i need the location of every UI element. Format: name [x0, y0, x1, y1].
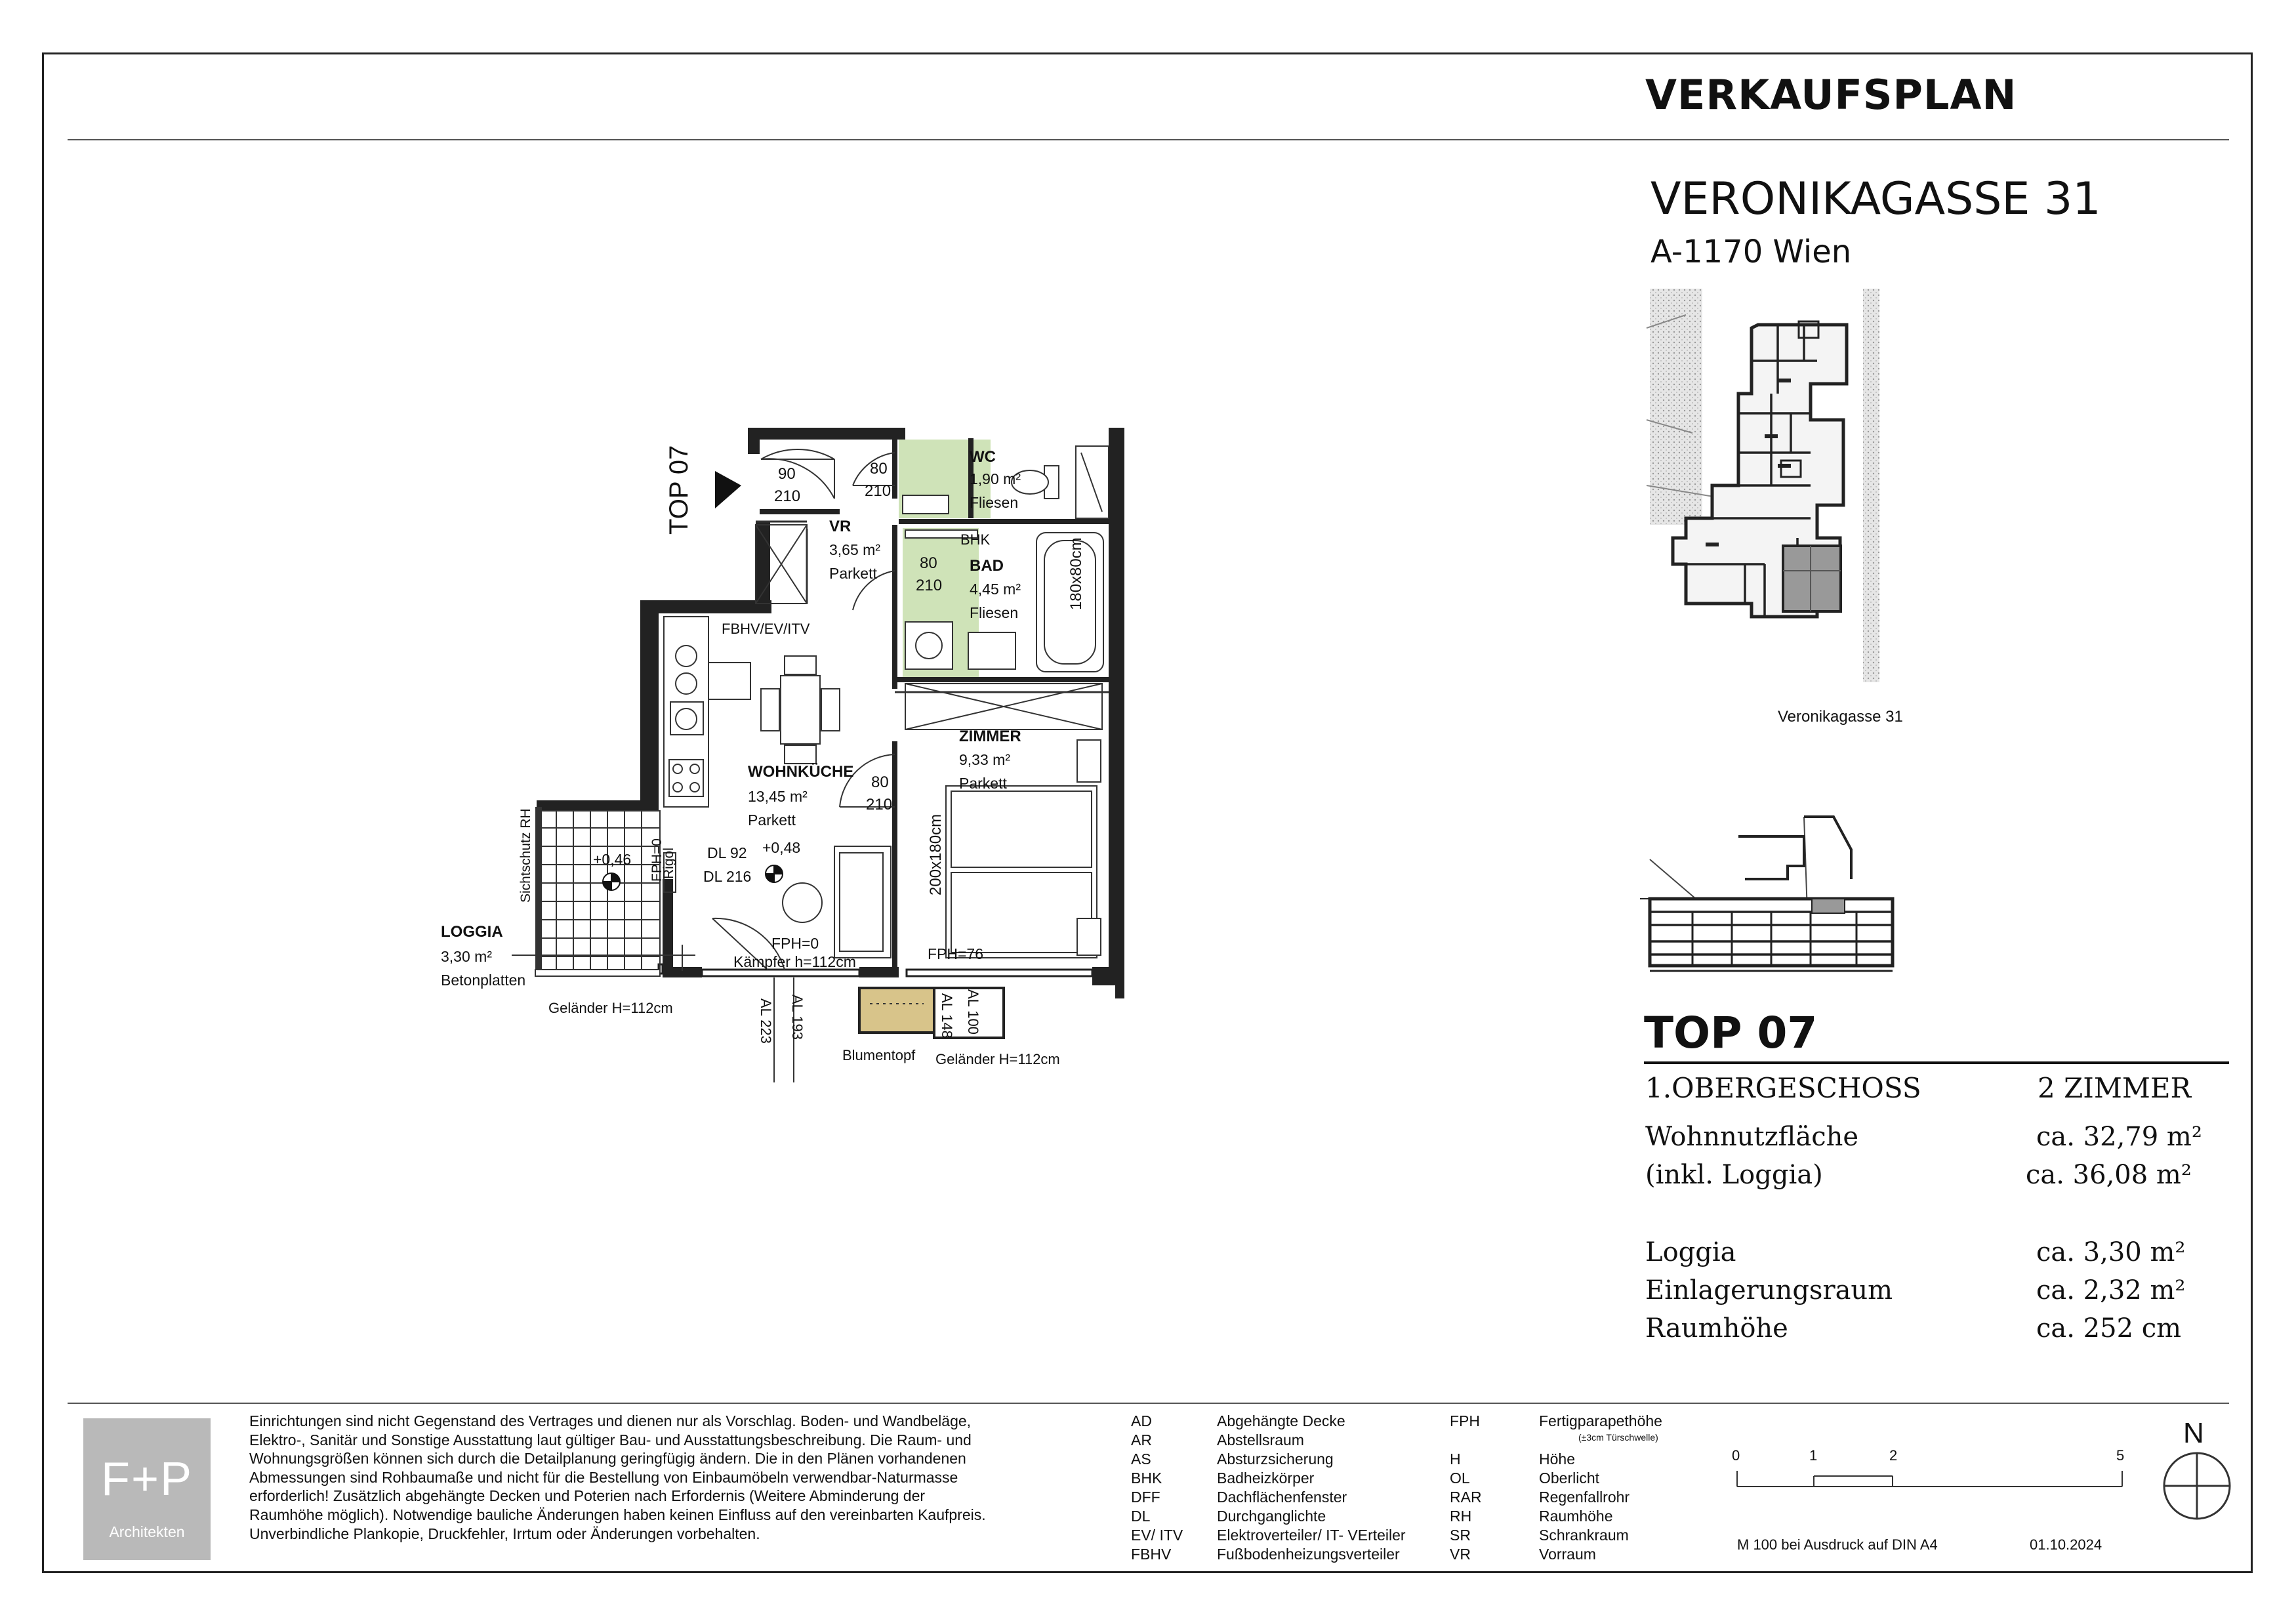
area-incl-label: (inkl. Loggia) [1645, 1160, 1823, 1190]
legend-text: Fußbodenheizungsverteiler [1217, 1546, 1400, 1563]
north-arrow-icon [2161, 1450, 2233, 1522]
room-height-value: ca. 252 cm [2036, 1313, 2182, 1344]
legend-text: Dachflächenfenster [1217, 1489, 1347, 1506]
area-incl-value: ca. 36,08 m² [2026, 1160, 2192, 1190]
wall [537, 800, 659, 811]
loggia-value: ca. 3,30 m² [2036, 1237, 2186, 1267]
legend-text: Badheizkörper [1217, 1469, 1315, 1487]
legend-text-note: (±3cm Türschwelle) [1578, 1432, 1658, 1443]
legend-abbr [1450, 1431, 1482, 1450]
legend-text: Höhe [1539, 1450, 1575, 1468]
bathtub-size: 180x80cm [1067, 537, 1085, 610]
footer-rule [68, 1403, 2229, 1404]
legend-abbr: FBHV [1131, 1546, 1172, 1563]
disclaimer-text: Einrichtungen sind nicht Gegenstand des Vertrages und dienen nur als Vorschlag. Boden- und Wandbeläge, Elektro-, Sanitär und Sonstige Ausstattung laut gültiger Bau- und Ausstattungsbeschreibung. Die Raum- und Wohnungsgrößen können sich durch die Detailplanung geringfügig ändern. Die in den Plänen vorhandenen Abmessungen sind Rohbaumaße und nicht für die Bestellung von Einbaumöbeln verwendbar-Naturmasse erforderlich! Zusätzlich abgehängte Decken und Poterien nach Erfordernis (Weitere Abminderung der Raumhöhe möglich). Notwendige bauliche Änderungen haben keinen Einfluss auf den vereinbarten Kaufpreis. Unverbindliche Plankopie, Druckfehler, Irrtum oder Änderungen vorbehalten. [249, 1412, 986, 1542]
room-wohnkueche-floor: Parkett [748, 812, 796, 829]
legend-abbr: DFF [1131, 1489, 1160, 1506]
level-marker-living [766, 865, 783, 882]
logo-subtitle: Architekten [109, 1523, 185, 1540]
level-loggia: +0,46 [593, 851, 632, 868]
door-wc-width: 80 [870, 460, 888, 478]
room-wc-name: WC [970, 448, 996, 466]
room-wc-area: 1,90 m² [970, 470, 1021, 487]
wall [640, 600, 659, 804]
document-title: VERKAUFSPLAN [1645, 71, 2017, 119]
fph0-label: FPH=0 [771, 935, 819, 952]
legend-abbr: RH [1450, 1508, 1472, 1525]
legend-abbr: EV/ ITV [1131, 1527, 1183, 1544]
legend-text: Elektroverteiler/ IT- VErteiler [1217, 1527, 1406, 1544]
legend-abbr: BHK [1131, 1469, 1162, 1487]
legend-text: Vorraum [1539, 1546, 1596, 1563]
room-loggia-name: LOGGIA [441, 923, 503, 941]
unit-title-rule [1644, 1061, 2229, 1064]
legend-text-col-a [1217, 1412, 1406, 1564]
legend-text-col-b [1539, 1412, 1662, 1564]
planter [859, 988, 934, 1033]
legend-text: Abstellsraum [1217, 1431, 1304, 1448]
door-entry-width: 90 [778, 465, 796, 483]
bed-size: 200x180cm [927, 813, 945, 895]
legend-text: Abgehängte Decke [1217, 1412, 1345, 1429]
room-wohnkueche-area: 13,45 m² [748, 788, 808, 805]
legend-abbr: AD [1131, 1412, 1152, 1429]
door-bad-height: 210 [916, 577, 943, 594]
wall [1092, 967, 1118, 985]
gelaender-window: Geländer H=112cm [935, 1051, 1060, 1067]
scale-tick-1: 1 [1809, 1447, 1818, 1464]
room-height-label: Raumhöhe [1645, 1313, 1788, 1344]
legend-abbr-col-b [1450, 1412, 1482, 1564]
room-bad-name: BAD [970, 557, 1004, 575]
legend-abbr: DL [1131, 1508, 1151, 1525]
al148-label: AL 148 [939, 993, 955, 1038]
legend-abbr: SR [1450, 1527, 1471, 1544]
north-label: N [2183, 1417, 2204, 1449]
unit-title: TOP 07 [1644, 1008, 1818, 1058]
storage-value: ca. 2,32 m² [2036, 1275, 2186, 1305]
logo-mark: F+P [100, 1453, 194, 1506]
wall [1115, 428, 1124, 998]
fbhv-label: FBHV/EV/ITV [722, 621, 810, 637]
room-vr-area: 3,65 m² [829, 541, 880, 558]
room-loggia-floor: Betonplatten [441, 972, 526, 989]
room-wc-floor: Fliesen [970, 494, 1019, 511]
blumentopf-label: Blumentopf [842, 1047, 916, 1063]
bhk-label: BHK [960, 531, 991, 548]
legend-abbr: AS [1131, 1450, 1151, 1468]
room-wohnkueche-name: WOHNKÜCHE [748, 763, 854, 781]
room-bad-area: 4,45 m² [970, 581, 1021, 598]
building-section [1640, 813, 1909, 977]
room-vr-floor: Parkett [829, 565, 877, 582]
level-marker-loggia [603, 873, 620, 890]
sichtschutz-label: Sichtschutz RH [518, 808, 533, 903]
rigol-label: Rigol [661, 848, 676, 879]
door-bad-width: 80 [920, 554, 937, 572]
street-address: VERONIKAGASSE 31 [1650, 173, 2101, 225]
legend-text: Fertigparapethöhe [1539, 1412, 1662, 1429]
fph76-label: FPH=76 [928, 945, 984, 962]
storage-label: Einlagerungsraum [1645, 1275, 1893, 1305]
unit-rooms: 2 ZIMMER [2038, 1072, 2192, 1104]
header-rule [68, 139, 2229, 140]
scale-bar [1732, 1467, 2125, 1493]
al223-label: AL 223 [758, 998, 774, 1044]
floor-plan [420, 420, 1155, 1096]
door-wc-height: 210 [865, 482, 892, 500]
legend-abbr: RAR [1450, 1489, 1482, 1506]
kaempfer-label: Kämpfer h=112cm [733, 953, 856, 970]
legend-text: Oberlicht [1539, 1469, 1600, 1487]
scale-note: M 100 bei Ausdruck auf DIN A4 [1737, 1536, 1938, 1553]
wall [748, 428, 905, 440]
room-zimmer-name: ZIMMER [959, 728, 1021, 745]
plan-date: 01.10.2024 [2030, 1536, 2102, 1553]
site-plan-label: Veronikagasse 31 [1778, 708, 1903, 726]
architect-logo [83, 1418, 211, 1560]
al193-label: AL 193 [789, 995, 806, 1040]
legend-text: Regenfallrohr [1539, 1489, 1630, 1506]
loggia-label: Loggia [1645, 1237, 1736, 1267]
al100-label: AL 100 [965, 989, 981, 1035]
legend-abbr-col-a [1131, 1412, 1183, 1564]
legend-text: Raumhöhe [1539, 1508, 1613, 1525]
room-zimmer-area: 9,33 m² [959, 751, 1010, 768]
level-living: +0,48 [762, 839, 801, 856]
door-zimmer-height: 210 [866, 796, 893, 813]
legend-abbr: AR [1131, 1431, 1152, 1448]
legend-abbr: H [1450, 1450, 1461, 1468]
dl92-label: DL 92 [707, 844, 747, 861]
legend-abbr: VR [1450, 1546, 1471, 1563]
legend-text: Schrankraum [1539, 1527, 1629, 1544]
scale-tick-5: 5 [2116, 1447, 2125, 1464]
room-vr-name: VR [829, 518, 851, 535]
wall [663, 879, 673, 977]
scale-tick-2: 2 [1889, 1447, 1898, 1464]
dl216-label: DL 216 [703, 868, 752, 885]
area-value: ca. 32,79 m² [2036, 1122, 2202, 1152]
legend-text: Absturzsicherung [1217, 1450, 1334, 1468]
door-entry-height: 210 [774, 487, 801, 505]
legend-abbr: FPH [1450, 1412, 1480, 1429]
gelaender-loggia: Geländer H=112cm [548, 1000, 673, 1016]
entry-arrow [715, 471, 741, 508]
wall [640, 600, 771, 613]
fph0-vertical: FPH=0 [649, 838, 665, 882]
site-plan [1647, 289, 1903, 735]
room-bad-floor: Fliesen [970, 604, 1019, 621]
unit-marker: TOP 07 [665, 445, 693, 535]
room-zimmer-floor: Parkett [959, 775, 1007, 792]
scale-tick-0: 0 [1732, 1447, 1740, 1464]
city-address: A-1170 Wien [1650, 234, 1852, 270]
room-loggia-area: 3,30 m² [441, 948, 492, 965]
door-zimmer-width: 80 [871, 773, 889, 791]
area-label: Wohnnutzfläche [1645, 1122, 1859, 1152]
legend-abbr: OL [1450, 1469, 1470, 1487]
unit-floor: 1.OBERGESCHOSS [1645, 1072, 1921, 1104]
legend-text: Durchganglichte [1217, 1508, 1326, 1525]
